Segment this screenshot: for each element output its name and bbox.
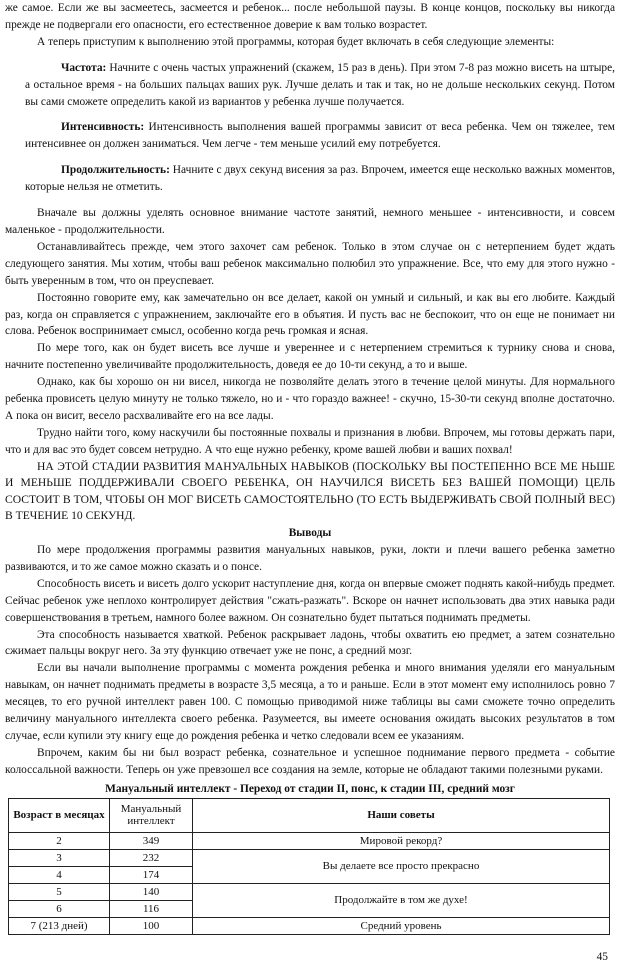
cell-advice: Продолжайте в том же духе! xyxy=(193,883,610,917)
element-label: Продолжительность: xyxy=(61,164,170,177)
element-text: Начните с очень частых упражнений (скажем, 15 раз в день). При этом 7-8 раз можно висеть на штыре, а остальное время - на больших пальцах ваших рук. Лучше делать и так и так, но не дольше нескольких секунд. Потом вы сами сможете определить какой из вариантов у ребенка лучше получается. xyxy=(25,61,615,108)
spacer xyxy=(5,110,615,119)
cell-advice: Вы делаете все просто прекрасно xyxy=(193,849,610,883)
element-text: Начните с двух секунд висения за раз. Впрочем, имеется еще несколько важных моментов, которые нельзя не отметить. xyxy=(25,164,615,194)
caps-paragraph: НА ЭТОЙ СТАДИИ РАЗВИТИЯ МАНУАЛЬНЫХ НАВЫКОВ (ПОСКОЛЬКУ ВЫ ПОСТЕПЕННО ВСЕ МЕ НЬШЕ И МЕНЬШЕ ПОДДЕРЖИВАЛИ СВОЕГО РЕБЕНКА, ОН НАУЧИЛСЯ ВИСЕТЬ БЕЗ ВАШЕЙ ПОМОЩИ) ЦЕЛЬ СОСТОИТ В ТОМ, ЧТОБЫ ОН МОГ ВИСЕТЬ САМОСТОЯТЕЛЬНО (ТО ЕСТЬ ВЫДЕРЖИВАТЬ СВОЙ ПОЛНЫЙ ВЕС) В ТЕЧЕНИЕ 10 СЕКУНД. xyxy=(5,459,615,523)
paragraph: же самое. Если же вы засмеетесь, засмеется и ребенок... после небольшой паузы. В конце концов, поскольку вы никогда прежде не подвергали его опасности, его естественное доверие к вам только возрастет. xyxy=(5,2,615,31)
header-advice: Наши советы xyxy=(193,798,610,832)
paragraph: Останавливайтесь прежде, чем этого захочет сам ребенок. Только в этом случае он с нетерпением будет ждать следующего занятия. Мы хотим, чтобы ваш ребенок максимально полюбил это упражнение. Все, что ему для этого нужно - быть уверенным в том, что он преуспевает. xyxy=(5,240,615,287)
table-header-row xyxy=(9,798,610,832)
element-label: Частота: xyxy=(61,61,107,74)
spacer xyxy=(5,153,615,162)
paragraph: Впрочем, каким бы ни был возраст ребенка, сознательное и успешное поднимание первого предмета - событие колоссальной важности. Теперь он уже превзошел все создания на земле, которые не обладают такими полезными руками. xyxy=(5,746,615,776)
table-row xyxy=(9,849,610,866)
document-page xyxy=(5,0,615,935)
paragraph: А теперь приступим к выполнению этой программы, которая будет включать в себя следующие элементы: xyxy=(37,35,555,48)
table-caption: Мануальный интеллект - Переход от стадии II, понс, к стадии III, средний мозг xyxy=(105,782,515,795)
cell-iq: 232 xyxy=(110,849,193,866)
paragraph: Если вы начали выполнение программы с момента рождения ребенка и много внимания уделяли его мануальным навыкам, он начнет поднимать предметы в возрасте 3,5 месяца, а то и раньше. Если в этот момент ему исполнилось ровно 7 месяцев, то его ручной интеллект равен 100. С помощью приводимой ниже таблицы вы сами сможете точно определить величину мануального интеллекта своего ребенка. Разумеется, вы имеете основания ожидать высоких результатов в том случае, если купили эту книгу еще до рождения ребенка и четко следовали всем ее указаниям. xyxy=(5,662,615,742)
spacer xyxy=(5,196,615,205)
paragraph: Трудно найти того, кому наскучили бы постоянные похвалы и признания в любви. Впрочем, мы готовы держать пари, что и для вас это будет совсем нетрудно. А что еще нужно ребенку, кроме вашей любви и ваших похвал! xyxy=(5,426,615,456)
cell-age: 7 (213 дней) xyxy=(9,917,110,934)
cell-advice: Средний уровень xyxy=(193,917,610,934)
cell-iq: 174 xyxy=(110,866,193,883)
page-number: 45 xyxy=(596,951,608,963)
paragraph: Постоянно говорите ему, как замечательно он все делает, какой он умный и сильный, и как вы его любите. Каждый раз, когда он справляется с упражнением, заключайте его в объятия. И пусть вас не беспокоит, что он еще не понимает ни слова. Ребенок воспринимает смысл, особенно когда речь громкая и ясная. xyxy=(5,291,615,338)
cell-iq: 140 xyxy=(110,883,193,900)
spacer xyxy=(5,51,615,60)
element-text: Интенсивность выполнения вашей программы зависит от веса ребенка. Чем он тяжелее, тем интенсивнее он должен заниматься. Чем легче - тем меньше усилий ему потребуется. xyxy=(25,121,615,151)
header-iq: Мануальный интеллект xyxy=(110,798,193,832)
cell-age: 6 xyxy=(9,900,110,917)
cell-iq: 100 xyxy=(110,917,193,934)
cell-advice: Мировой рекорд? xyxy=(193,832,610,849)
paragraph: Эта способность называется хваткой. Ребенок раскрывает ладонь, чтобы охватить ею предмет, а затем сознательно сжимает пальцы вокруг него. За эту функцию отвечает уже не понс, а средний мозг. xyxy=(5,628,615,658)
paragraph: По мере продолжения программы развития мануальных навыков, руки, локти и плечи вашего ребенка заметно развиваются, и то же самое можно сказать и о понсе. xyxy=(5,544,615,573)
cell-iq: 116 xyxy=(110,900,193,917)
element-frequency xyxy=(25,60,615,111)
table-row xyxy=(9,917,610,934)
element-label: Интенсивность: xyxy=(61,121,145,134)
cell-age: 4 xyxy=(9,866,110,883)
cell-iq: 349 xyxy=(110,832,193,849)
paragraph: Способность висеть и висеть долго ускорит наступление дня, когда он впервые сможет поднять какой-нибудь предмет. Сейчас ребенок уже неплохо контролирует действия "сжать-разжать". Вскоре он начнет использовать два этих навыка ради совершенствования в третьем, намного более важном. Он сознательно будет пытаться поднимать предметы. xyxy=(5,577,615,624)
page-body xyxy=(5,0,615,779)
cell-age: 3 xyxy=(9,849,110,866)
paragraph: Вначале вы должны уделять основное внимание частоте занятий, немного меньшее - интенсивности, и совсем маленькое - продолжительности. xyxy=(5,207,615,236)
element-intensity xyxy=(25,119,615,153)
cell-age: 2 xyxy=(9,832,110,849)
paragraph: По мере того, как он будет висеть все лучше и увереннее и с нетерпением стремиться к турнику снова и снова, начните постепенно увеличивайте продолжительность, доведя ее до 10-ти секунд, а то и выше. xyxy=(5,342,615,372)
table-row xyxy=(9,883,610,900)
cell-age: 5 xyxy=(9,883,110,900)
header-age: Возраст в месяцах xyxy=(9,798,110,832)
element-duration xyxy=(25,162,615,196)
section-title: Выводы xyxy=(288,527,332,540)
manual-intelligence-table xyxy=(8,798,610,935)
table-row xyxy=(9,832,610,849)
paragraph: Однако, как бы хорошо он ни висел, никогда не позволяйте делать этого в течение целой минуты. Для нормального ребенка провисеть целую минуту не только тяжело, но и - что гораздо важнее! - скучно, 15-30-ти секунд вполне достаточно. А пока он висит, весело расхваливайте его на все лады. xyxy=(5,376,615,422)
